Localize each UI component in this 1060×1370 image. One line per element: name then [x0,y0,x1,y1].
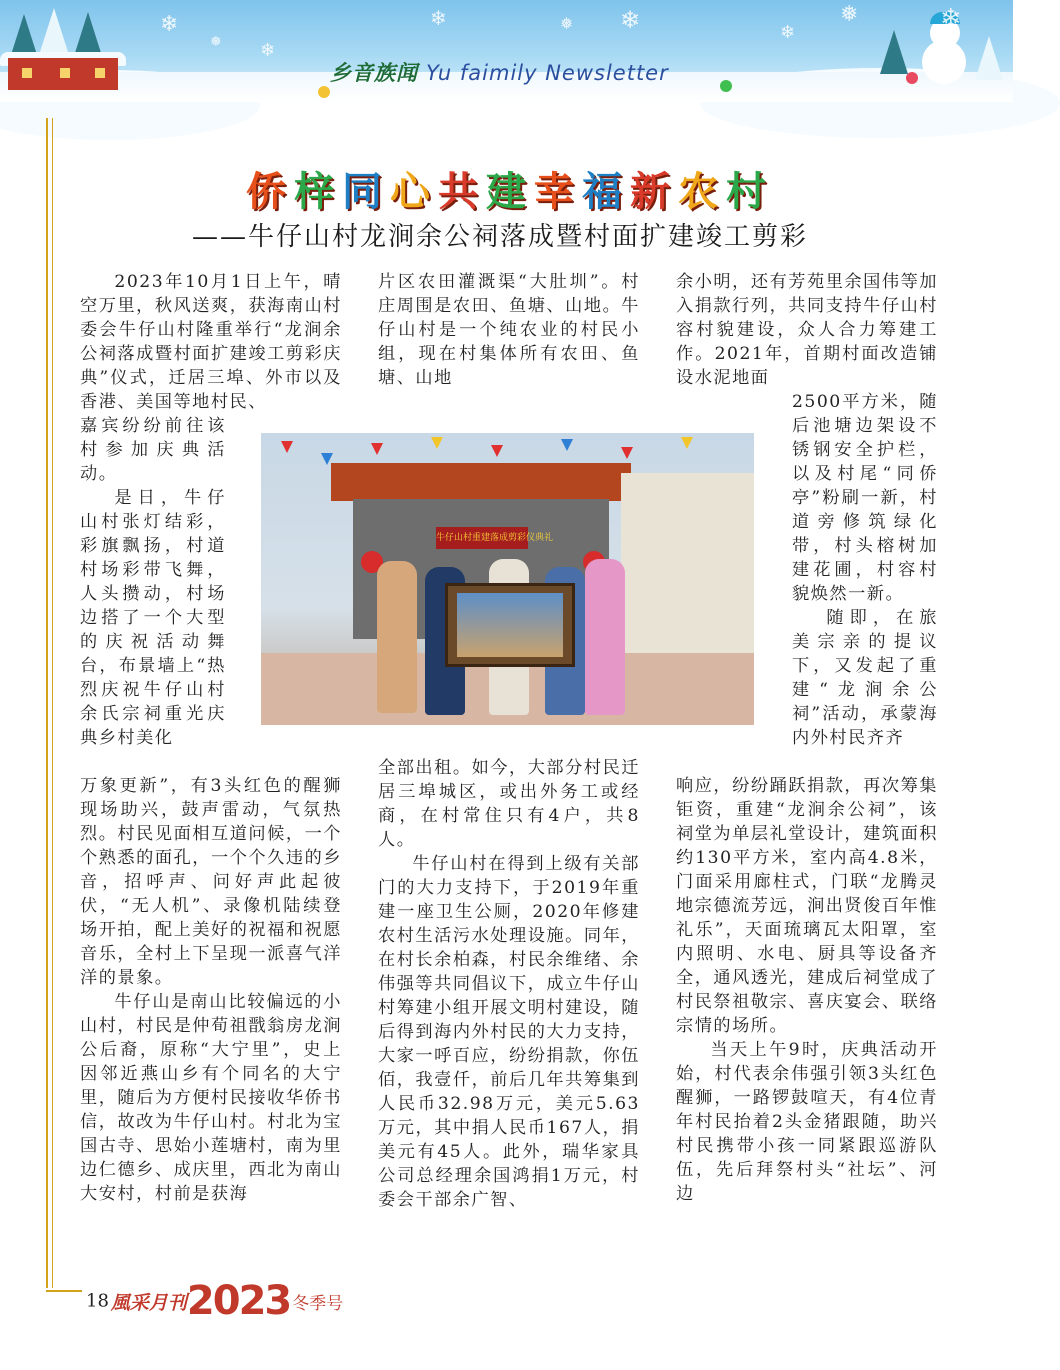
flag-icon [681,437,693,449]
headline-char: 农 [678,169,726,215]
flag-icon [371,443,383,455]
headline-char: 心 [390,169,438,215]
magazine-name: 風采月刊 [110,1291,187,1314]
hall-roof [331,463,631,501]
paragraph-celebration-cont: 万象更新”，有3头红色的醒狮现场助兴，鼓声雷动，气氛热烈。村民见面相互道问候，一个个熟悉的面孔，一个个久违的乡音，招呼声、问好声此起彼伏，“无人机”、录像机陆续登场开拍，配上美好的祝福和祝愿音乐，全村上下呈现一派喜气洋洋的景象。 [80,776,342,988]
snowflake-icon: ❄ [160,12,179,37]
window-icon [60,68,70,78]
article-subheadline: ——牛仔山村龙涧余公祠落成暨村面扩建竣工剪彩 [191,222,808,252]
person [377,561,417,713]
column-1-bottom [80,774,342,1254]
issue-year: 2023 [186,1278,291,1324]
headline-char: 侨 [246,169,294,215]
flag-icon [431,437,443,449]
paragraph-residents: 全部出租。如今，大部分村民迁居三埠城区，或出外务工或经商，在村常住只有4户，共8人。 [378,758,640,850]
margin-rule [52,118,53,1288]
headline-char: 新 [630,169,678,215]
ceremony-photo [261,433,754,725]
ornament-icon [720,80,732,92]
headline-char: 梓 [294,169,342,215]
column-2-bottom [378,756,640,1256]
newsletter-title-en: Yu faimily Newsletter [426,61,669,85]
paragraph-celebration: 是日，牛仔山村张灯结彩，彩旗飘扬，村道村场彩带飞舞，人头攒动，村场边搭了一个大型的庆祝活动舞台，布景墙上“热烈庆祝牛仔山村余氏宗祠重光庆典乡村美化 [80,488,226,748]
headline-char: 村 [726,169,774,215]
paragraph-village-history: 牛仔山是南山比较偏远的小山村，村民是仲荀祖戬翁房龙涧公后裔，原称“大宁里”，史上因邻近燕山乡有个同名的大宁里，随后为方便村民接收华侨书信，故改为牛仔山村。村北为宝国古寺、思始小莲塘村，南为里边仁德乡、成庆里，西北为南山大安村，村前是获海 [80,992,342,1204]
paragraph-ceremony: 当天上午9时，庆典活动开始，村代表余伟强引领3头红色醒狮，一路锣鼓喧天，有4位青年村民抬着2头金猪跟随，助兴村民携带小孩一同紧跟巡游队伍，先后拜祭村头“社坛”、河边 [676,1040,938,1204]
paragraph-fundraising: 牛仔山村在得到上级有关部门的大力支持下，于2019年重建一座卫生公厕，2020年修建农村生活污水处理设施。同年，在村长余柏森，村民余维绪、余伟强等共同倡议下，成立牛仔山村筹建小组开展文明村建设，随后得到海内外村民的大力支持，大家一呼百应，纷纷捐款，你伍佰，我壹仟，前后几年共筹集到人民币32.98万元，美元5.63万元，其中捐人民币167人，捐美元有45人。此外，瑞华家具公司总经理余国鸿捐1万元，村委会干部余广智、 [378,854,640,1210]
paragraph-intro: 2023年10月1日上午，晴空万里，秋风送爽，获海南山村委会牛仔山村隆重举行“龙涧余公祠落成暨村面扩建竣工剪彩庆典”仪式，迁居三埠、外市以及香港、美国等地村民、 [80,272,342,412]
header-banner [0,0,1013,102]
column-3-wrap [792,390,938,774]
column-2-top [378,270,640,390]
page-number: 18 [86,1290,109,1312]
snowflake-icon: ❅ [560,14,574,33]
newsletter-title-cn: 乡音族闻 [330,60,418,85]
tree-icon [74,12,102,56]
tree-icon [40,8,68,52]
flag-icon [321,453,333,465]
page-footer [86,1278,344,1324]
paragraph-renovation: 2500平方米，随后池塘边架设不锈钢安全护栏，以及村尾“同侨亭”粉刷一新，村道旁修筑绿化带，村头榕树加建花圃，村容村貌焕然一新。 [792,392,938,604]
column-3-bottom [676,774,938,1254]
snowflake-icon: ❄ [430,6,447,30]
flag-icon [621,447,633,459]
headline-char: 建 [486,169,534,215]
person [585,559,625,715]
snowflake-icon: ❄ [260,40,276,61]
ornament-icon [906,72,918,84]
snowflake-icon: ❄ [940,4,962,34]
paragraph-farmland: 片区农田灌溉渠“大肚圳”。村庄周围是农田、鱼塘、山地。牛仔山村是一个纯农业的村民小组，现在村集体所有农田、鱼塘、山地 [378,272,640,388]
paragraph-ancestral-hall: 随即，在旅美宗亲的提议下，又发起了重建“龙涧余公祠”活动，承蒙海内外村民齐齐 [792,608,938,748]
column-3-top [676,270,938,390]
newsletter-title [330,57,669,87]
headline-char: 同 [342,169,390,215]
window-icon [22,68,32,78]
headline-char: 幸 [534,169,582,215]
paragraph-donors: 余小明，还有芳苑里余国伟等加入捐款行列，共同支持牛仔山村容村貌建设，众人合力筹建工作。2021年，首期村面改造铺设水泥地面 [676,272,938,388]
column-1-wrap [80,414,226,750]
painting-image [457,593,563,657]
flag-icon [281,441,293,453]
snowflake-icon: ❅ [840,2,859,27]
paragraph-intro-cont: 嘉宾纷纷前往该村参加庆典活动。 [80,416,226,484]
footer-rule [46,1290,82,1292]
headline-char: 福 [582,169,630,215]
margin-rule [46,118,48,1288]
snowflake-icon: ❄ [780,22,796,43]
issue-season: 冬季号 [292,1293,344,1314]
flag-icon [561,439,573,451]
neighbor-building [621,473,754,653]
ornament-icon [318,86,330,98]
column-1-upper [80,270,342,414]
tree-icon [975,36,1003,80]
snowflake-icon: ❅ [210,34,222,50]
window-icon [95,68,105,78]
snowflake-icon: ❄ [620,6,641,34]
flag-icon [491,445,503,457]
red-banner-plaque: 牛仔山村重建落成剪彩仪典礼 [436,527,528,549]
tree-icon [880,30,908,74]
headline-char: 共 [438,169,486,215]
article-headline [180,160,840,217]
paragraph-hall-details: 响应，纷纷踊跃捐款，再次筹集钜资，重建“龙涧余公祠”，该祠堂为单层礼堂设计，建筑面积约130平方米，室内高4.8米，门面采用廊柱式，门联“龙腾灵地宗德流芳远，涧出贤俊百年惟礼乐”，天面琉璃瓦太阳罩，室内照明、水电、厨具等设备齐全，通风透光，建成后祠堂成了村民祭祖敬宗、喜庆宴会、联络宗情的场所。 [676,776,938,1036]
